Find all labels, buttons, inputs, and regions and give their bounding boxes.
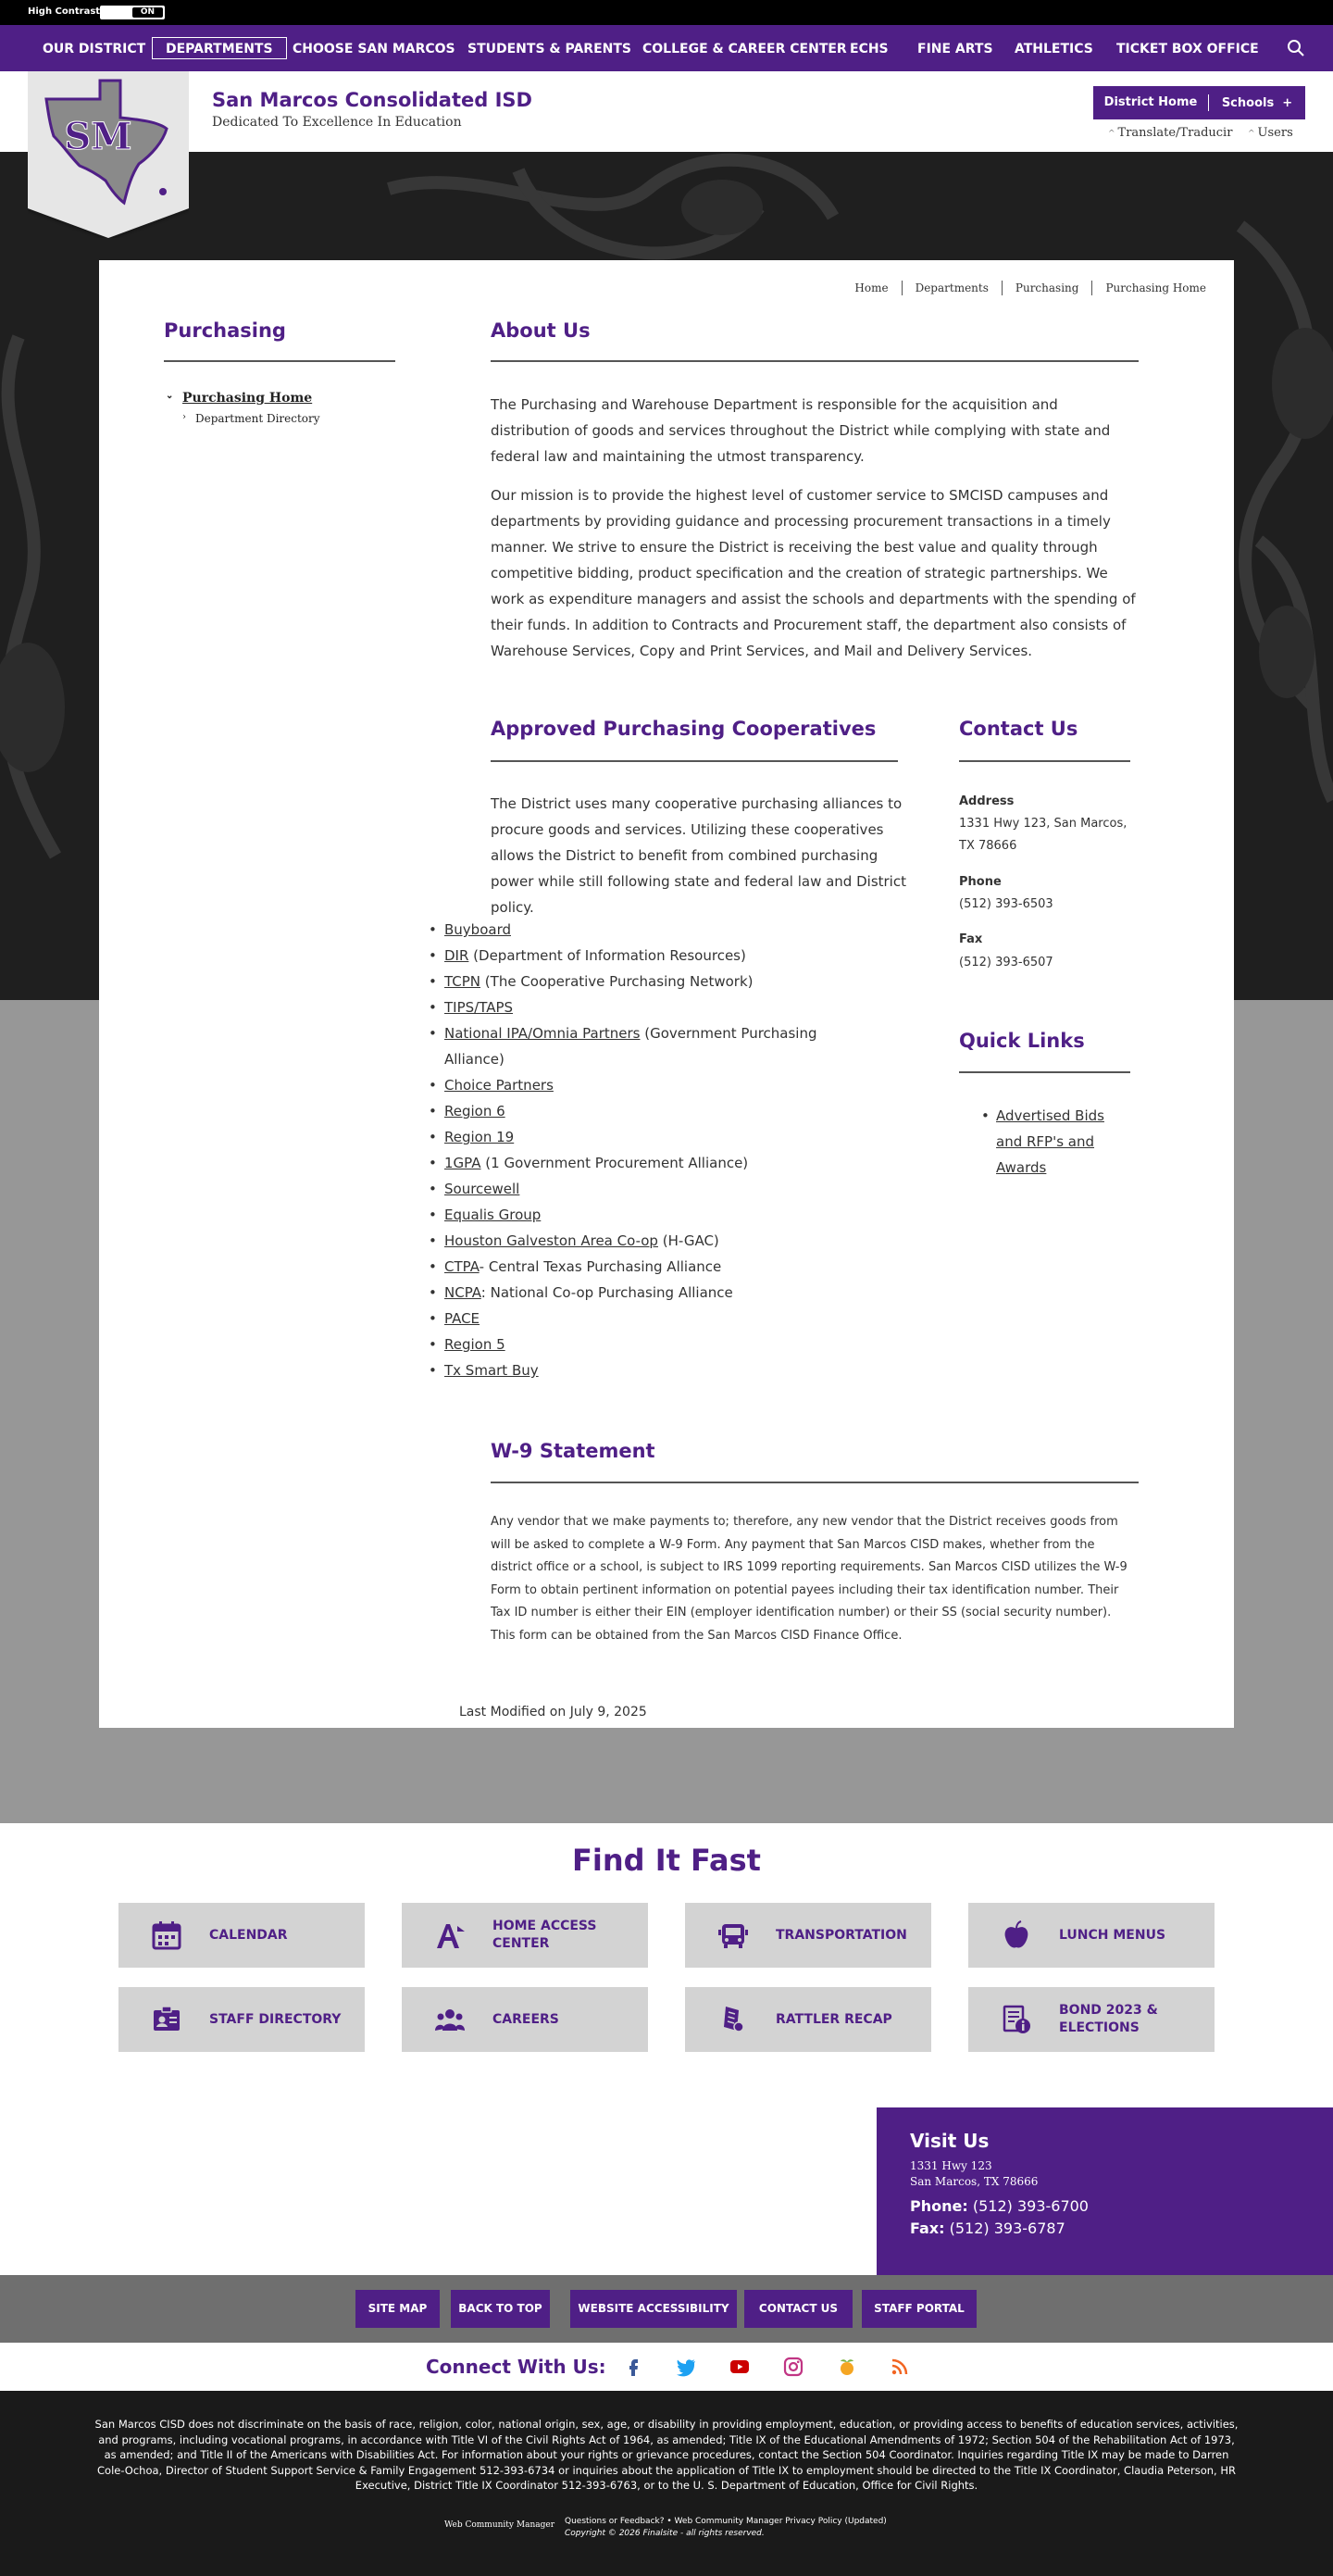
nav-ticket-box-office[interactable]: TICKET BOX OFFICE <box>1116 42 1259 56</box>
calendar-icon <box>150 1919 183 1952</box>
quicklink-lunch-menus[interactable] <box>968 1903 1215 1968</box>
caret-up-icon: ^ <box>1108 130 1115 139</box>
coop-link[interactable]: Choice Partners <box>444 1077 554 1094</box>
contact-phone-label: Phone <box>959 875 1002 889</box>
coop-link[interactable]: Region 19 <box>444 1129 515 1145</box>
peachjar-icon[interactable] <box>836 2356 858 2378</box>
list-item <box>429 1098 836 1124</box>
users-label: Users <box>1257 126 1293 140</box>
coops-list <box>429 917 836 1383</box>
document-info-icon <box>1000 2003 1033 2036</box>
quicklink-label: LUNCH MENUS <box>1059 1927 1166 1943</box>
visit-title: Visit Us <box>910 2130 990 2152</box>
high-contrast-on[interactable]: ON <box>132 7 163 18</box>
coop-link[interactable]: Sourcewell <box>444 1181 520 1197</box>
coop-link[interactable]: TCPN <box>444 973 481 990</box>
about-divider <box>491 360 1139 362</box>
quicklink-label: TRANSPORTATION <box>776 1927 907 1943</box>
list-item <box>429 994 836 1020</box>
visit-address-line-2: San Marcos, TX 78666 <box>910 2175 1039 2188</box>
quicklink-rattler-recap[interactable] <box>685 1987 931 2052</box>
list-item: • CTPA- Central Texas Purchasing Alliance <box>429 1254 836 1280</box>
quicklink-label: STAFF DIRECTORY <box>209 2011 342 2027</box>
coop-link[interactable]: DIR <box>444 947 469 964</box>
youtube-icon[interactable] <box>729 2356 751 2378</box>
find-it-fast-title: Find It Fast <box>572 1843 761 1878</box>
connect-bar <box>0 2343 1333 2391</box>
about-title: About Us <box>491 319 591 342</box>
high-contrast-off[interactable]: OFF <box>106 7 125 17</box>
coops-title: Approved Purchasing Cooperatives <box>491 718 877 740</box>
footer-buttons <box>0 2275 1333 2343</box>
wcm-logo[interactable]: Web Community Manager <box>444 2520 555 2530</box>
coop-link[interactable]: TIPS/TAPS <box>444 999 514 1016</box>
site-tagline: Dedicated To Excellence In Education <box>212 115 462 130</box>
site-title[interactable]: San Marcos Consolidated ISD <box>212 89 532 111</box>
site-map-button[interactable]: SITE MAP <box>355 2290 440 2328</box>
bullet: • <box>981 1107 990 1124</box>
plus-icon: + <box>1282 95 1293 110</box>
last-modified: Last Modified on July 9, 2025 <box>459 1705 647 1719</box>
rss-icon[interactable] <box>889 2356 911 2378</box>
nav-fine-arts[interactable]: FINE ARTS <box>917 42 993 56</box>
visit-address-line-1: 1331 Hwy 123 <box>910 2159 992 2172</box>
nav-choose-san-marcos[interactable]: CHOOSE SAN MARCOS <box>293 42 455 56</box>
coop-link[interactable]: Region 6 <box>444 1103 505 1119</box>
list-item: • TCPN (The Cooperative Purchasing Network) <box>429 969 836 994</box>
list-item: • 1GPA (1 Government Procurement Alliance) <box>429 1150 836 1176</box>
w9-text: Any vendor that we make payments to; therefore, any new vendor that the District receives goods from will be asked to complete a W-9 Form. Any payment that San Marcos CISD makes, whether from the district office or a school, is subject to IRS 1099 reporting requirements. San Marcos CISD utilizes the W-9 Form to obtain pertinent information on potential payees including their tax identification number. Their Tax ID number is either their EIN (employer identification number) or their SS (social security number). This form can be obtained from the San Marcos CISD Finance Office. <box>491 1515 1127 1643</box>
twitter-icon[interactable] <box>675 2356 697 2378</box>
contact-divider <box>959 760 1130 762</box>
facebook-icon[interactable] <box>622 2356 644 2378</box>
breadcrumb-purchasing-home: Purchasing Home <box>1091 281 1206 295</box>
quicklink-bond-elections[interactable] <box>968 1987 1215 2052</box>
contact-address-label: Address <box>959 794 1015 808</box>
contact-phone: (512) 393-6503 <box>959 897 1053 911</box>
translate-link[interactable] <box>1108 126 1232 140</box>
search-icon[interactable] <box>1287 39 1305 57</box>
quicklink-staff-directory[interactable] <box>118 1987 365 2052</box>
feedback-privacy-links[interactable]: Questions or Feedback? • Web Community Manager Privacy Policy (Updated) <box>565 2517 887 2526</box>
sidebar-item-purchasing-home[interactable] <box>166 391 313 406</box>
apple-icon <box>1000 1919 1033 1952</box>
list-item <box>429 1357 836 1383</box>
visit-fax: Fax: (512) 393-6787 <box>910 2220 1065 2237</box>
high-contrast-bar <box>0 0 1333 25</box>
list-item <box>429 1202 836 1228</box>
coop-link[interactable]: Buyboard <box>444 921 511 938</box>
list-item <box>429 1124 836 1150</box>
id-card-icon <box>150 2003 183 2036</box>
coop-link[interactable]: NCPA <box>444 1284 481 1301</box>
list-item <box>429 1072 836 1098</box>
sidebar-item-department-directory[interactable] <box>182 412 320 425</box>
w9-divider <box>491 1482 1139 1483</box>
logo-letters: SM <box>64 115 132 158</box>
schools-dropdown-button[interactable] <box>1209 96 1305 110</box>
coop-link[interactable]: Region 5 <box>444 1336 505 1353</box>
breadcrumb <box>841 281 1206 295</box>
main-nav <box>0 25 1333 71</box>
quick-link-advertised-bids[interactable]: Advertised Bids and RFP's and Awards <box>996 1107 1104 1176</box>
quicklink-label: CALENDAR <box>209 1927 288 1943</box>
list-item <box>429 1306 836 1332</box>
quicklink-home-access-center[interactable] <box>402 1903 648 1968</box>
list-item: • National IPA/Omnia Partners (Government Purchasing Alliance) <box>429 1020 836 1072</box>
district-home-button[interactable]: District Home <box>1093 94 1209 111</box>
nav-athletics[interactable]: ATHLETICS <box>1015 42 1093 56</box>
high-contrast-toggle[interactable] <box>100 6 165 19</box>
visit-us-panel <box>877 2107 1333 2275</box>
instagram-icon[interactable] <box>782 2356 804 2378</box>
nav-students-parents[interactable]: STUDENTS & PARENTS <box>467 42 631 56</box>
list-item: • DIR (Department of Information Resources) <box>429 943 836 969</box>
breadcrumb-departments[interactable]: Departments <box>902 281 1002 295</box>
nondiscrimination-statement: San Marcos CISD does not discriminate on the basis of race, religion, color, national origin, sex, age, or disability in providing employment, education, or providing access to benefits of education services, activities, and programs, including vocational programs, in accordance with Title VI of the Civil Rights Act of 1964, as amended; Title IX of the Educational Amendments of 1972; Section 504 of the Rehabilitation Act of 1973, as amended; and Title II of the Americans with Disabilities Act. For information about your rights or grievance procedures, contact the Section 504 Coordinator. Inquiries regarding Title IX may be made to Darren Cole-Ochoa, Director of Student Support Service & Family Engagement 512-393-6734 or inquiries about the application of Title IX to employment should be directed to the Title IX Coordinator, Claudia Peterson, HR Executive, District Title IX Coordinator 512-393-6763, or to the U. S. Department of Education, Office for Civil Rights. <box>94 2418 1239 2492</box>
people-icon <box>433 2003 467 2036</box>
sidebar-item-label: Department Directory <box>195 412 320 425</box>
list-item <box>429 1176 836 1202</box>
staff-portal-button[interactable]: STAFF PORTAL <box>862 2290 977 2328</box>
legal-footer <box>0 2391 1333 2576</box>
coops-intro: The District uses many cooperative purchasing alliances to procure goods and services. Utilizing these cooperatives allows the District to benefit from combined purchasing power while still following state and federal law and District policy. <box>491 795 906 916</box>
visit-phone: Phone: (512) 393-6700 <box>910 2197 1089 2215</box>
website-accessibility-button[interactable]: WEBSITE ACCESSIBILITY <box>570 2290 737 2328</box>
connect-title: Connect With Us: <box>426 2356 606 2378</box>
coop-link[interactable]: Equalis Group <box>444 1207 542 1223</box>
nav-departments[interactable]: DEPARTMENTS <box>152 37 287 59</box>
coop-link[interactable]: 1GPA <box>444 1155 481 1171</box>
back-to-top-button[interactable]: BACK TO TOP <box>451 2290 550 2328</box>
quicklink-transportation[interactable] <box>685 1903 931 1968</box>
quicklink-careers[interactable] <box>402 1987 648 2052</box>
quicklink-label: HOME ACCESS CENTER <box>492 1919 597 1951</box>
sidebar-divider <box>164 360 395 362</box>
footer-links <box>565 2516 887 2540</box>
quicklink-label: RATTLER RECAP <box>776 2011 892 2027</box>
copyright: Copyright © 2026 Finalsite - all rights reserved. <box>565 2529 765 2538</box>
about-paragraph-2: Our mission is to provide the highest level of customer service to SMCISD campuses and departments by providing guidance and processing procurement transactions in a timely manner. We strive to ensure the District is receiving the best value and quality through competitive bidding, product specification and the creation of strategic partnerships. We work as expenditure managers and assist the schools and departments with the spending of their funds. In addition to Contracts and Procurement staff, the department also consists of Warehouse Services, Copy and Print Services, and Mail and Delivery Services. <box>491 487 1136 659</box>
breadcrumb-purchasing[interactable]: Purchasing <box>1002 281 1092 295</box>
schools-label: Schools <box>1221 95 1275 110</box>
district-schools-button[interactable] <box>1093 86 1305 119</box>
quicklink-label: BOND 2023 & ELECTIONS <box>1059 2003 1158 2035</box>
coops-divider <box>491 760 898 762</box>
bus-icon <box>716 1919 750 1952</box>
coop-link[interactable]: National IPA/Omnia Partners <box>444 1025 641 1042</box>
list-item <box>429 1332 836 1357</box>
nav-our-district[interactable]: OUR DISTRICT <box>43 42 146 56</box>
sidebar-title: Purchasing <box>164 319 286 342</box>
coop-link[interactable]: PACE <box>444 1310 480 1327</box>
newspaper-icon <box>716 2003 750 2036</box>
quicklink-label: CAREERS <box>492 2011 559 2027</box>
high-contrast-label: High Contrast <box>28 6 101 17</box>
translate-label: Translate/Traducir <box>1117 126 1233 140</box>
quick-links-list <box>981 1103 1126 1181</box>
contact-fax-label: Fax <box>959 932 983 946</box>
nav-echs[interactable]: ECHS <box>850 42 889 56</box>
quick-links-title: Quick Links <box>959 1030 1085 1052</box>
coop-link[interactable]: Houston Galveston Area Co-op <box>444 1232 658 1249</box>
caret-up-icon: ^ <box>1248 130 1255 139</box>
quicklink-calendar[interactable] <box>118 1903 365 1968</box>
district-logo[interactable] <box>28 71 189 238</box>
home-access-icon <box>433 1919 467 1952</box>
contact-address: 1331 Hwy 123, San Marcos, TX 78666 <box>959 817 1127 853</box>
contact-title: Contact Us <box>959 718 1078 740</box>
list-item: • Houston Galveston Area Co-op (H-GAC) <box>429 1228 836 1254</box>
list-item: • NCPA: National Co-op Purchasing Alliance <box>429 1280 836 1306</box>
chevron-right-icon: › <box>182 412 186 422</box>
contact-us-button[interactable]: CONTACT US <box>744 2290 853 2328</box>
quick-links-divider <box>959 1071 1130 1073</box>
about-paragraph-1: The Purchasing and Warehouse Department is responsible for the acquisition and distribution of goods and services throughout the District while complying with state and federal law and maintaining the utmost transparency. <box>491 396 1111 465</box>
breadcrumb-home[interactable]: Home <box>854 281 889 294</box>
w9-title: W-9 Statement <box>491 1440 655 1462</box>
coop-link[interactable]: CTPA <box>444 1258 480 1275</box>
users-link[interactable] <box>1248 126 1293 140</box>
list-item <box>429 917 836 943</box>
contact-fax: (512) 393-6507 <box>959 956 1053 969</box>
nav-college-career[interactable]: COLLEGE & CAREER CENTER <box>642 42 847 56</box>
coop-link[interactable]: Tx Smart Buy <box>444 1362 539 1379</box>
chevron-down-icon: ⌄ <box>166 391 174 401</box>
sidebar-item-label: Purchasing Home <box>182 391 313 406</box>
